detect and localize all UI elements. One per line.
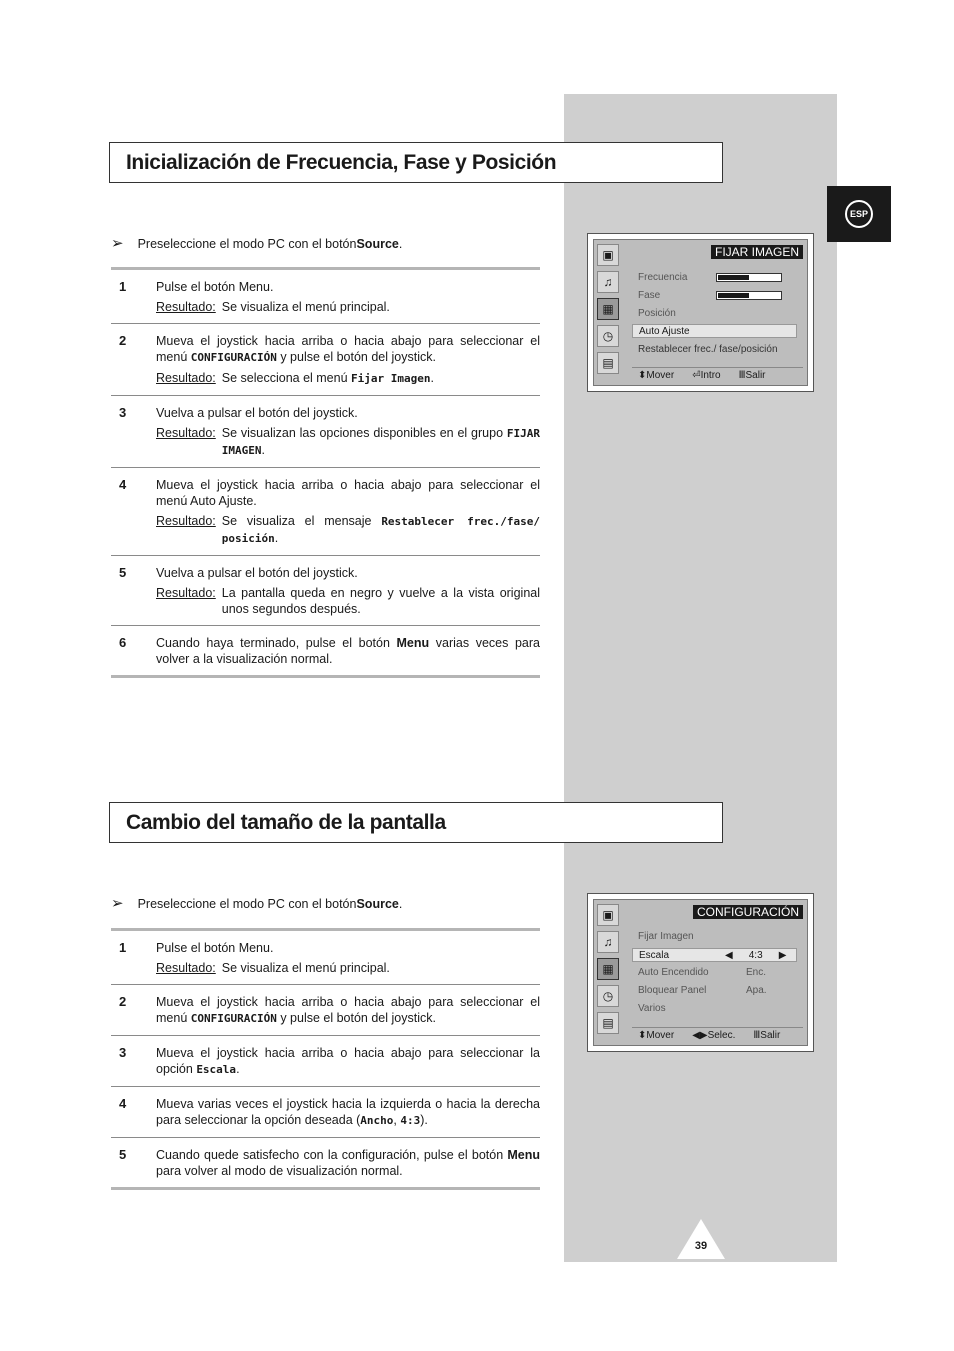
step-row bbox=[111, 323, 540, 395]
section-title-frecuencia: Inicialización de Frecuencia, Fase y Posición bbox=[109, 142, 723, 183]
step-text: Vuelva a pulsar el botón del joystick. bbox=[156, 566, 358, 580]
step-text: Cuando haya terminado, pulse el botón Menu varias veces para volver a la visualización normal. bbox=[156, 636, 541, 666]
setup-icon: ▦ bbox=[597, 958, 619, 980]
step-text: Mueva varias veces el joystick hacia la izquierda o hacia la derecha para seleccionar la opción deseada (Ancho, 4:3). bbox=[156, 1097, 540, 1127]
step-number: 5 bbox=[119, 565, 127, 580]
fase-bar bbox=[716, 291, 782, 300]
step-number: 3 bbox=[119, 1045, 127, 1060]
step-number: 2 bbox=[119, 994, 127, 1009]
leftright-icon: ◀▶ bbox=[692, 1029, 708, 1041]
result-text: Se visualizan las opciones disponibles en el grupo FIJAR IMAGEN. bbox=[221, 426, 540, 457]
page-number-badge bbox=[676, 1218, 726, 1260]
menu-code: CONFIGURACIÓN bbox=[190, 351, 277, 364]
result-text: Se selecciona el menú Fijar Imagen. bbox=[221, 371, 434, 385]
period: . bbox=[398, 236, 403, 251]
step-text: Mueva el joystick hacia arriba o hacia abajo para seleccionar la opción Escala. bbox=[156, 1046, 540, 1076]
osd-item-auto-encendido: Auto Encendido Enc. bbox=[638, 967, 767, 978]
period: . bbox=[398, 896, 403, 911]
menu-icon: Ⅲ bbox=[753, 1029, 761, 1041]
source-label: Source bbox=[356, 896, 399, 911]
result-text: La pantalla queda en negro y vuelve a la vista original unos segundos después. bbox=[221, 586, 540, 616]
updown-icon: ⬍ bbox=[638, 369, 647, 381]
osd-footer: ⬍Mover ◀▶Selec. ⅢSalir bbox=[632, 1027, 803, 1042]
osd-item-restablecer: Restablecer frec./ fase/posición bbox=[638, 344, 778, 355]
step-number: 5 bbox=[119, 1147, 127, 1162]
step-number: 1 bbox=[119, 940, 127, 955]
osd-icon-column bbox=[597, 904, 621, 1039]
osd-footer: ⬍Mover ⏎Intro ⅢSalir bbox=[632, 367, 803, 382]
clock-icon: ◷ bbox=[597, 325, 619, 347]
updown-icon: ⬍ bbox=[638, 1029, 647, 1041]
osd-title: FIJAR IMAGEN bbox=[711, 245, 803, 259]
result-text: Se visualiza el menú principal. bbox=[221, 300, 390, 314]
step-row bbox=[111, 1137, 540, 1187]
preselect-text: Preseleccione el modo PC con el botón bbox=[137, 896, 357, 911]
source-label: Source bbox=[356, 236, 399, 251]
arrow-icon: ➢ bbox=[111, 895, 124, 912]
preselect-text: Preseleccione el modo PC con el botón bbox=[137, 236, 357, 251]
steps-list bbox=[111, 267, 540, 678]
step-text: Cuando quede satisfecho con la configuración, pulse el botón Menu para volver al modo de visualización normal. bbox=[156, 1148, 540, 1178]
osd-configuracion bbox=[587, 893, 814, 1052]
step-text: Vuelva a pulsar el botón del joystick. bbox=[156, 406, 358, 420]
step-text: Mueva el joystick hacia arriba o hacia abajo para seleccionar el menú CONFIGURACIÓN y pulse el botón del joystick. bbox=[156, 995, 540, 1025]
step-row bbox=[111, 467, 540, 555]
result-label: Resultado: bbox=[156, 586, 216, 600]
osd-item-fase: Fase bbox=[638, 290, 782, 301]
step-number: 4 bbox=[119, 477, 127, 492]
result-label: Resultado: bbox=[156, 426, 216, 440]
osd-item-fijar-imagen: Fijar Imagen bbox=[638, 931, 694, 942]
picture-icon: ▣ bbox=[597, 904, 619, 926]
step-number: 4 bbox=[119, 1096, 127, 1111]
language-tab bbox=[827, 186, 891, 242]
osd-item-auto-ajuste: Auto Ajuste bbox=[632, 324, 797, 338]
step-row bbox=[111, 984, 540, 1035]
step-number: 3 bbox=[119, 405, 127, 420]
enter-icon: ⏎ bbox=[692, 369, 701, 381]
step-number: 1 bbox=[119, 279, 127, 294]
step-number: 2 bbox=[119, 333, 127, 348]
step-row bbox=[111, 625, 540, 675]
preselect-note bbox=[111, 896, 402, 911]
step-text: Pulse el botón Menu. bbox=[156, 941, 274, 955]
setup-icon: ▦ bbox=[597, 298, 619, 320]
osd-item-escala: Escala ◀ 4:3 ▶ bbox=[632, 948, 797, 962]
step-row bbox=[111, 270, 540, 323]
result-text: Se visualiza el menú principal. bbox=[221, 961, 390, 975]
step-text: Pulse el botón Menu. bbox=[156, 280, 274, 294]
step-row bbox=[111, 555, 540, 625]
language-badge: ESP bbox=[845, 200, 873, 228]
step-text: Mueva el joystick hacia arriba o hacia abajo para seleccionar el menú Auto Ajuste. bbox=[156, 478, 540, 508]
arrow-icon: ➢ bbox=[111, 235, 124, 252]
osd-title: CONFIGURACIÓN bbox=[693, 905, 803, 919]
frecuencia-bar bbox=[716, 273, 782, 282]
step-row bbox=[111, 931, 540, 984]
step-row bbox=[111, 395, 540, 467]
sound-icon: ♫ bbox=[597, 271, 619, 293]
osd-item-frecuencia: Frecuencia bbox=[638, 272, 782, 283]
preselect-note bbox=[111, 236, 402, 251]
right-arrow-icon: ▶ bbox=[778, 949, 787, 961]
step-number: 6 bbox=[119, 635, 127, 650]
result-text: Se visualiza el mensaje Restablecer frec./fase/ posición. bbox=[221, 514, 540, 545]
left-arrow-icon: ◀ bbox=[725, 949, 733, 961]
menu-icon: Ⅲ bbox=[738, 369, 746, 381]
result-label: Resultado: bbox=[156, 514, 216, 528]
pip-icon: ▤ bbox=[597, 1012, 619, 1034]
result-label: Resultado: bbox=[156, 371, 216, 385]
result-label: Resultado: bbox=[156, 961, 216, 975]
osd-icon-column bbox=[597, 244, 621, 379]
step-row bbox=[111, 1086, 540, 1137]
osd-item-varios: Varios bbox=[638, 1003, 666, 1014]
picture-icon: ▣ bbox=[597, 244, 619, 266]
result-label: Resultado: bbox=[156, 300, 216, 314]
osd-item-bloquear-panel: Bloquear Panel Apa. bbox=[638, 985, 767, 996]
page-number: 39 bbox=[694, 1240, 708, 1252]
step-row bbox=[111, 1035, 540, 1086]
step-text: Mueva el joystick hacia arriba o hacia abajo para seleccionar el menú CONFIGURACIÓN y pulse el botón del joystick. bbox=[156, 334, 540, 364]
steps-list bbox=[111, 928, 540, 1190]
section-title-tamano: Cambio del tamaño de la pantalla bbox=[109, 802, 723, 843]
sound-icon: ♫ bbox=[597, 931, 619, 953]
osd-fijar-imagen bbox=[587, 233, 814, 392]
pip-icon: ▤ bbox=[597, 352, 619, 374]
clock-icon: ◷ bbox=[597, 985, 619, 1007]
osd-item-posicion: Posición bbox=[638, 308, 676, 319]
